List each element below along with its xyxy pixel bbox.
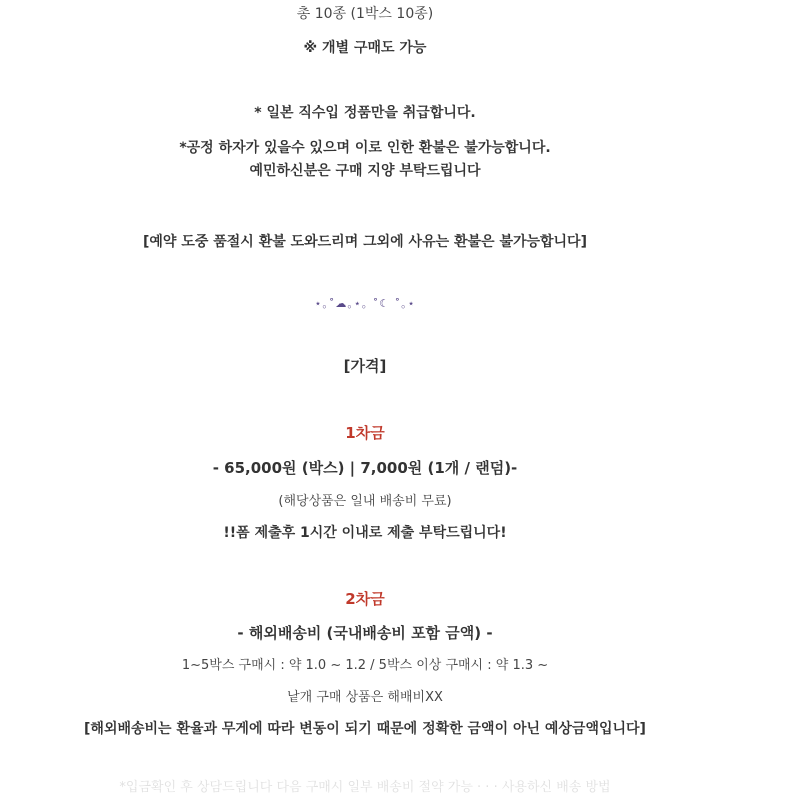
second-payment-single-note: 낱개 구매 상품은 해배비XX: [287, 690, 443, 705]
first-payment-price: - 65,000원 (박스) | 7,000원 (1개 / 랜덤)-: [212, 459, 518, 477]
price-header: [가격]: [343, 357, 387, 375]
first-payment-deadline-note: !!폼 제출후 1시간 이내로 제출 부탁드립니다!: [223, 525, 507, 541]
second-payment-title: 2차금: [345, 590, 385, 608]
second-payment-disclaimer: [해외배송비는 환율과 무게에 따라 변동이 되기 때문에 정확한 금액이 아닌 예상금액입니다]: [84, 721, 646, 737]
second-payment-subtitle: - 해외배송비 (국내배송비 포함 금액) -: [237, 624, 493, 642]
defect-notice: *공정 하자가 있을수 있으며 이로 인한 환불은 불가능합니다.: [179, 140, 551, 156]
individual-purchase-text: ※ 개별 구매도 가능: [303, 40, 427, 56]
sensitive-notice: 예민하신분은 구매 지양 부탁드립니다: [249, 163, 481, 179]
first-payment-shipping-note: (해당상품은 일내 배송비 무료): [278, 494, 452, 509]
decoration-divider: ⋆｡˚☁︎｡⋆｡ ˚☾ ˚｡⋆: [314, 297, 416, 310]
first-payment-title: 1차금: [345, 424, 385, 442]
faded-bottom-text: *입금확인 후 상담드립니다 다음 구매시 일부 배송비 절약 가능 · · · 사용하신 배송 방법: [119, 780, 611, 795]
refund-policy-notice: [예약 도중 품절시 환불 도와드리며 그외에 사유는 환불은 불가능합니다]: [143, 234, 587, 250]
second-payment-rate-info: 1~5박스 구매시 : 약 1.0 ~ 1.2 / 5박스 이상 구매시 : 약 1.3 ~: [181, 658, 549, 673]
total-count-text: 총 10종 (1박스 10종): [296, 6, 434, 22]
japan-import-notice: * 일본 직수입 정품만을 취급합니다.: [254, 105, 476, 121]
